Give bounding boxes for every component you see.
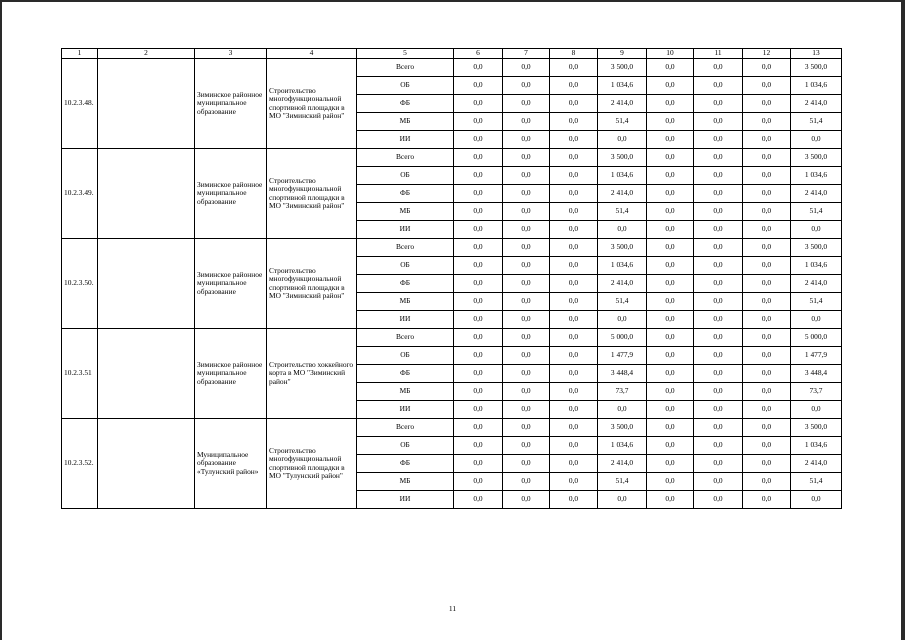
amount-cell: 0,0 [743, 185, 791, 203]
funding-source-cell: ФБ [357, 365, 454, 383]
amount-cell: 0,0 [647, 113, 694, 131]
project-description-cell: Строительство многофункциональной спортивной площадки в МО "Зиминский район" [267, 239, 357, 329]
amount-cell: 2 414,0 [791, 185, 842, 203]
amount-cell: 3 448,4 [791, 365, 842, 383]
amount-cell: 73,7 [791, 383, 842, 401]
column-2-cell [98, 59, 195, 149]
amount-cell: 0,0 [598, 401, 647, 419]
amount-cell: 0,0 [503, 347, 550, 365]
amount-cell: 0,0 [454, 347, 503, 365]
funding-source-cell: ОБ [357, 257, 454, 275]
funding-source-cell: ИИ [357, 491, 454, 509]
amount-cell: 1 477,9 [598, 347, 647, 365]
amount-cell: 0,0 [503, 95, 550, 113]
amount-cell: 0,0 [550, 473, 598, 491]
amount-cell: 0,0 [454, 221, 503, 239]
amount-cell: 51,4 [598, 293, 647, 311]
amount-cell: 51,4 [598, 203, 647, 221]
amount-cell: 0,0 [647, 383, 694, 401]
amount-cell: 0,0 [647, 185, 694, 203]
amount-cell: 0,0 [743, 77, 791, 95]
amount-cell: 0,0 [454, 365, 503, 383]
column-header: 5 [357, 49, 454, 59]
amount-cell: 0,0 [550, 491, 598, 509]
funding-source-cell: ИИ [357, 401, 454, 419]
project-description-cell: Строительство хоккейного корта в МО "Зиминский район" [267, 329, 357, 419]
amount-cell: 0,0 [743, 473, 791, 491]
amount-cell: 0,0 [503, 419, 550, 437]
amount-cell: 0,0 [550, 455, 598, 473]
amount-cell: 0,0 [503, 383, 550, 401]
amount-cell: 2 414,0 [791, 455, 842, 473]
amount-cell: 2 414,0 [791, 95, 842, 113]
page-number: 11 [448, 604, 457, 613]
column-header: 11 [694, 49, 743, 59]
amount-cell: 0,0 [503, 131, 550, 149]
amount-cell: 0,0 [743, 401, 791, 419]
amount-cell: 0,0 [694, 365, 743, 383]
amount-cell: 0,0 [503, 257, 550, 275]
amount-cell: 0,0 [550, 293, 598, 311]
funding-source-cell: МБ [357, 203, 454, 221]
amount-cell: 0,0 [454, 293, 503, 311]
amount-cell: 0,0 [550, 401, 598, 419]
amount-cell: 3 500,0 [791, 149, 842, 167]
amount-cell: 0,0 [647, 491, 694, 509]
project-description-cell: Строительство многофункциональной спортивной площадки в МО "Зиминский район" [267, 149, 357, 239]
amount-cell: 1 034,6 [791, 437, 842, 455]
amount-cell: 0,0 [550, 77, 598, 95]
amount-cell: 0,0 [647, 293, 694, 311]
funding-source-cell: МБ [357, 113, 454, 131]
column-header: 13 [791, 49, 842, 59]
amount-cell: 0,0 [454, 59, 503, 77]
amount-cell: 51,4 [791, 473, 842, 491]
amount-cell: 0,0 [647, 419, 694, 437]
funding-source-cell: ФБ [357, 185, 454, 203]
amount-cell: 0,0 [550, 131, 598, 149]
budget-table [61, 48, 842, 509]
column-header: 10 [647, 49, 694, 59]
amount-cell: 0,0 [694, 113, 743, 131]
funding-source-cell: МБ [357, 383, 454, 401]
funding-source-cell: Всего [357, 239, 454, 257]
amount-cell: 0,0 [743, 59, 791, 77]
table-body [62, 59, 842, 509]
amount-cell: 0,0 [694, 257, 743, 275]
amount-cell: 0,0 [743, 257, 791, 275]
amount-cell: 0,0 [791, 311, 842, 329]
amount-cell: 0,0 [647, 59, 694, 77]
amount-cell: 0,0 [694, 455, 743, 473]
funding-source-cell: ОБ [357, 167, 454, 185]
amount-cell: 0,0 [647, 95, 694, 113]
funding-source-cell: ФБ [357, 95, 454, 113]
amount-cell: 0,0 [598, 221, 647, 239]
amount-cell: 0,0 [454, 239, 503, 257]
funding-source-cell: Всего [357, 419, 454, 437]
amount-cell: 3 500,0 [598, 239, 647, 257]
column-2-cell [98, 419, 195, 509]
amount-cell: 0,0 [743, 437, 791, 455]
amount-cell: 1 034,6 [598, 437, 647, 455]
amount-cell: 0,0 [647, 149, 694, 167]
amount-cell: 0,0 [791, 491, 842, 509]
amount-cell: 0,0 [743, 167, 791, 185]
amount-cell: 0,0 [550, 203, 598, 221]
amount-cell: 0,0 [454, 311, 503, 329]
amount-cell: 51,4 [791, 113, 842, 131]
amount-cell: 0,0 [503, 167, 550, 185]
scan-edge-right [901, 0, 905, 640]
amount-cell: 2 414,0 [791, 275, 842, 293]
amount-cell: 0,0 [647, 347, 694, 365]
amount-cell: 0,0 [694, 203, 743, 221]
municipality-cell: Зиминское районное муниципальное образование [195, 239, 267, 329]
amount-cell: 0,0 [647, 77, 694, 95]
funding-source-cell: ФБ [357, 275, 454, 293]
amount-cell: 1 477,9 [791, 347, 842, 365]
amount-cell: 0,0 [743, 329, 791, 347]
amount-cell: 0,0 [503, 275, 550, 293]
amount-cell: 0,0 [454, 491, 503, 509]
amount-cell: 0,0 [454, 113, 503, 131]
amount-cell: 1 034,6 [598, 257, 647, 275]
column-header: 6 [454, 49, 503, 59]
column-2-cell [98, 149, 195, 239]
amount-cell: 0,0 [743, 203, 791, 221]
amount-cell: 2 414,0 [598, 455, 647, 473]
amount-cell: 0,0 [503, 365, 550, 383]
amount-cell: 0,0 [694, 401, 743, 419]
amount-cell: 5 000,0 [598, 329, 647, 347]
amount-cell: 0,0 [454, 167, 503, 185]
amount-cell: 0,0 [503, 113, 550, 131]
amount-cell: 0,0 [743, 239, 791, 257]
amount-cell: 1 034,6 [598, 77, 647, 95]
item-code-cell: 10.2.3.51 [62, 329, 98, 419]
amount-cell: 0,0 [743, 221, 791, 239]
amount-cell: 0,0 [647, 221, 694, 239]
amount-cell: 0,0 [550, 59, 598, 77]
amount-cell: 0,0 [454, 95, 503, 113]
amount-cell: 0,0 [694, 95, 743, 113]
funding-source-cell: ИИ [357, 131, 454, 149]
amount-cell: 0,0 [503, 77, 550, 95]
amount-cell: 0,0 [694, 167, 743, 185]
amount-cell: 0,0 [743, 491, 791, 509]
amount-cell: 0,0 [694, 491, 743, 509]
amount-cell: 51,4 [598, 473, 647, 491]
amount-cell: 0,0 [503, 293, 550, 311]
amount-cell: 0,0 [743, 293, 791, 311]
amount-cell: 0,0 [694, 185, 743, 203]
amount-cell: 0,0 [503, 329, 550, 347]
amount-cell: 0,0 [647, 311, 694, 329]
amount-cell: 0,0 [694, 311, 743, 329]
amount-cell: 0,0 [454, 77, 503, 95]
amount-cell: 3 500,0 [598, 59, 647, 77]
amount-cell: 0,0 [598, 311, 647, 329]
scan-edge-top [0, 0, 905, 2]
item-code-cell: 10.2.3.52. [62, 419, 98, 509]
amount-cell: 0,0 [550, 185, 598, 203]
amount-cell: 0,0 [694, 275, 743, 293]
amount-cell: 0,0 [598, 491, 647, 509]
table-row [62, 239, 842, 257]
amount-cell: 0,0 [647, 239, 694, 257]
amount-cell: 0,0 [454, 149, 503, 167]
amount-cell: 0,0 [454, 203, 503, 221]
amount-cell: 3 500,0 [598, 149, 647, 167]
amount-cell: 0,0 [743, 95, 791, 113]
scan-edge-left [0, 0, 2, 640]
amount-cell: 0,0 [550, 383, 598, 401]
funding-source-cell: МБ [357, 293, 454, 311]
amount-cell: 1 034,6 [791, 167, 842, 185]
funding-source-cell: ОБ [357, 77, 454, 95]
municipality-cell: Зиминское районное муниципальное образование [195, 149, 267, 239]
amount-cell: 3 500,0 [791, 59, 842, 77]
project-description-cell: Строительство многофункциональной спортивной площадки в МО "Тулунский район" [267, 419, 357, 509]
funding-source-cell: ИИ [357, 221, 454, 239]
amount-cell: 0,0 [743, 311, 791, 329]
table-row [62, 329, 842, 347]
amount-cell: 0,0 [454, 275, 503, 293]
amount-cell: 0,0 [694, 59, 743, 77]
amount-cell: 0,0 [694, 221, 743, 239]
amount-cell: 0,0 [503, 239, 550, 257]
amount-cell: 0,0 [454, 419, 503, 437]
column-2-cell [98, 329, 195, 419]
amount-cell: 0,0 [550, 95, 598, 113]
amount-cell: 5 000,0 [791, 329, 842, 347]
amount-cell: 0,0 [503, 149, 550, 167]
amount-cell: 73,7 [598, 383, 647, 401]
amount-cell: 0,0 [550, 239, 598, 257]
column-header: 8 [550, 49, 598, 59]
amount-cell: 0,0 [647, 365, 694, 383]
amount-cell: 51,4 [598, 113, 647, 131]
funding-source-cell: Всего [357, 329, 454, 347]
amount-cell: 0,0 [550, 167, 598, 185]
amount-cell: 0,0 [743, 455, 791, 473]
header-row [62, 49, 842, 59]
amount-cell: 2 414,0 [598, 95, 647, 113]
amount-cell: 0,0 [550, 113, 598, 131]
amount-cell: 3 500,0 [598, 419, 647, 437]
amount-cell: 2 414,0 [598, 275, 647, 293]
amount-cell: 0,0 [550, 365, 598, 383]
amount-cell: 0,0 [454, 329, 503, 347]
amount-cell: 0,0 [550, 311, 598, 329]
amount-cell: 0,0 [503, 59, 550, 77]
amount-cell: 0,0 [503, 185, 550, 203]
amount-cell: 0,0 [647, 473, 694, 491]
amount-cell: 0,0 [743, 383, 791, 401]
amount-cell: 0,0 [791, 221, 842, 239]
amount-cell: 0,0 [598, 131, 647, 149]
column-header: 3 [195, 49, 267, 59]
amount-cell: 0,0 [694, 149, 743, 167]
amount-cell: 0,0 [647, 455, 694, 473]
amount-cell: 0,0 [694, 239, 743, 257]
municipality-cell: Муниципальное образование «Тулунский район» [195, 419, 267, 509]
column-header: 12 [743, 49, 791, 59]
funding-source-cell: ИИ [357, 311, 454, 329]
item-code-cell: 10.2.3.49. [62, 149, 98, 239]
project-description-cell: Строительство многофункциональной спортивной площадки в МО "Зиминский район" [267, 59, 357, 149]
amount-cell: 0,0 [694, 131, 743, 149]
amount-cell: 0,0 [694, 383, 743, 401]
amount-cell: 0,0 [454, 185, 503, 203]
column-header: 4 [267, 49, 357, 59]
municipality-cell: Зиминское районное муниципальное образование [195, 329, 267, 419]
column-header: 9 [598, 49, 647, 59]
amount-cell: 0,0 [550, 149, 598, 167]
amount-cell: 0,0 [503, 437, 550, 455]
amount-cell: 0,0 [743, 365, 791, 383]
amount-cell: 0,0 [454, 383, 503, 401]
amount-cell: 3 500,0 [791, 419, 842, 437]
amount-cell: 0,0 [743, 131, 791, 149]
funding-source-cell: ОБ [357, 437, 454, 455]
amount-cell: 0,0 [647, 167, 694, 185]
amount-cell: 51,4 [791, 203, 842, 221]
amount-cell: 1 034,6 [791, 257, 842, 275]
amount-cell: 0,0 [647, 203, 694, 221]
amount-cell: 0,0 [454, 473, 503, 491]
amount-cell: 0,0 [454, 455, 503, 473]
amount-cell: 2 414,0 [598, 185, 647, 203]
amount-cell: 0,0 [694, 329, 743, 347]
column-header: 1 [62, 49, 98, 59]
amount-cell: 0,0 [454, 257, 503, 275]
amount-cell: 0,0 [743, 275, 791, 293]
amount-cell: 0,0 [694, 473, 743, 491]
funding-source-cell: Всего [357, 59, 454, 77]
amount-cell: 0,0 [550, 257, 598, 275]
column-header: 7 [503, 49, 550, 59]
amount-cell: 0,0 [743, 113, 791, 131]
amount-cell: 0,0 [550, 347, 598, 365]
amount-cell: 0,0 [647, 437, 694, 455]
amount-cell: 0,0 [743, 347, 791, 365]
amount-cell: 0,0 [694, 347, 743, 365]
item-code-cell: 10.2.3.50. [62, 239, 98, 329]
amount-cell: 0,0 [694, 437, 743, 455]
amount-cell: 0,0 [694, 419, 743, 437]
amount-cell: 0,0 [647, 257, 694, 275]
amount-cell: 0,0 [550, 419, 598, 437]
amount-cell: 0,0 [791, 401, 842, 419]
amount-cell: 0,0 [454, 437, 503, 455]
amount-cell: 0,0 [647, 275, 694, 293]
amount-cell: 0,0 [647, 329, 694, 347]
amount-cell: 3 500,0 [791, 239, 842, 257]
amount-cell: 0,0 [503, 221, 550, 239]
amount-cell: 0,0 [503, 473, 550, 491]
amount-cell: 0,0 [503, 203, 550, 221]
municipality-cell: Зиминское районное муниципальное образование [195, 59, 267, 149]
amount-cell: 0,0 [743, 149, 791, 167]
amount-cell: 0,0 [503, 311, 550, 329]
amount-cell: 0,0 [647, 401, 694, 419]
amount-cell: 1 034,6 [598, 167, 647, 185]
table-row [62, 59, 842, 77]
column-2-cell [98, 239, 195, 329]
column-header: 2 [98, 49, 195, 59]
amount-cell: 0,0 [454, 131, 503, 149]
amount-cell: 0,0 [550, 437, 598, 455]
amount-cell: 0,0 [503, 491, 550, 509]
amount-cell: 0,0 [503, 455, 550, 473]
table-row [62, 149, 842, 167]
amount-cell: 3 448,4 [598, 365, 647, 383]
amount-cell: 0,0 [550, 221, 598, 239]
funding-source-cell: ОБ [357, 347, 454, 365]
funding-source-cell: Всего [357, 149, 454, 167]
amount-cell: 0,0 [550, 329, 598, 347]
amount-cell: 51,4 [791, 293, 842, 311]
funding-source-cell: ФБ [357, 455, 454, 473]
amount-cell: 0,0 [647, 131, 694, 149]
amount-cell: 0,0 [694, 293, 743, 311]
amount-cell: 0,0 [503, 401, 550, 419]
amount-cell: 1 034,6 [791, 77, 842, 95]
item-code-cell: 10.2.3.48. [62, 59, 98, 149]
funding-source-cell: МБ [357, 473, 454, 491]
amount-cell: 0,0 [791, 131, 842, 149]
amount-cell: 0,0 [694, 77, 743, 95]
amount-cell: 0,0 [454, 401, 503, 419]
table-row [62, 419, 842, 437]
amount-cell: 0,0 [743, 419, 791, 437]
amount-cell: 0,0 [550, 275, 598, 293]
